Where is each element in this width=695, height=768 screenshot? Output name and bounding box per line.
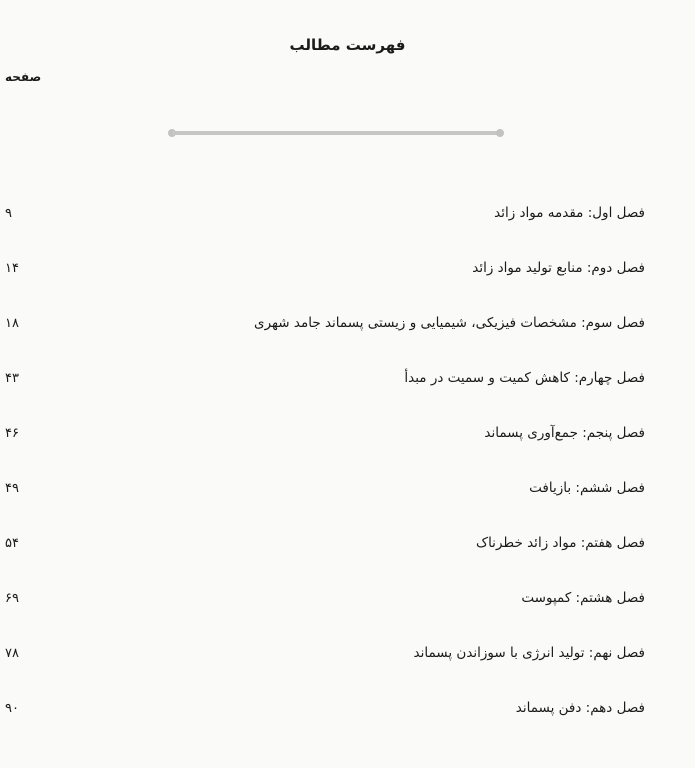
toc-entry-title: فصل پنجم: جمع‌آوری پسماند [484,425,645,441]
toc-dot-leader [26,534,470,548]
toc-entry-page-number: ۷۸ [5,646,19,661]
toc-dot-leader [26,589,515,603]
toc-dot-leader [26,314,248,328]
toc-entry[interactable] [0,406,695,461]
toc-entry-title: فصل هشتم: کمپوست [521,590,645,606]
toc-dot-leader [26,479,523,493]
toc-dot-leader [26,644,408,658]
decorative-divider [168,128,504,138]
toc-entry-title: فصل سوم: مشخصات فیزیکی، شیمیایی و زیستی پسماند جامد شهری [254,315,645,331]
toc-entry-title: فصل دهم: دفن پسماند [515,700,645,716]
toc-entry-title: فصل اول: مقدمه مواد زائد [494,205,645,221]
toc-entry-title: فصل نهم: تولید انرژی با سوزاندن پسماند [413,645,645,661]
toc-entry-title: فصل هفتم: مواد زائد خطرناک [475,535,645,551]
toc-entry-page-number: ۴۹ [5,481,19,496]
toc-dot-leader [26,259,466,273]
toc-entry[interactable] [0,626,695,681]
toc-entry-page-number: ۱۸ [5,316,19,331]
toc-dot-leader [19,204,488,218]
divider-line [172,131,500,135]
toc-entry-page-number: ۶۹ [5,591,19,606]
toc-entry-page-number: ۴۳ [5,371,19,386]
toc-entry[interactable] [0,241,695,296]
toc-entry-page-number: ۹ [5,206,12,221]
page-column-label: صفحه [5,70,42,84]
page-title: فهرست مطالب [289,36,406,54]
toc-list [0,186,695,736]
toc-entry[interactable] [0,516,695,571]
toc-dot-leader [26,699,510,713]
toc-entry-page-number: ۴۶ [5,426,19,441]
toc-entry[interactable] [0,461,695,516]
toc-entry[interactable] [0,296,695,351]
toc-entry[interactable] [0,571,695,626]
toc-entry-title: فصل دوم: منابع تولید مواد زائد [472,260,645,276]
toc-entry[interactable] [0,186,695,241]
toc-entry-page-number: ۹۰ [5,701,19,716]
toc-entry-title: فصل ششم: بازیافت [529,480,645,496]
toc-dot-leader [26,369,398,383]
divider-end-dot [496,129,504,137]
toc-entry[interactable] [0,351,695,406]
toc-entry-title: فصل چهارم: کاهش کمیت و سمیت در مبدأ [404,370,645,386]
toc-entry-page-number: ۵۴ [5,536,19,551]
toc-dot-leader [26,424,478,438]
toc-entry[interactable] [0,681,695,736]
toc-entry-page-number: ۱۴ [5,261,19,276]
